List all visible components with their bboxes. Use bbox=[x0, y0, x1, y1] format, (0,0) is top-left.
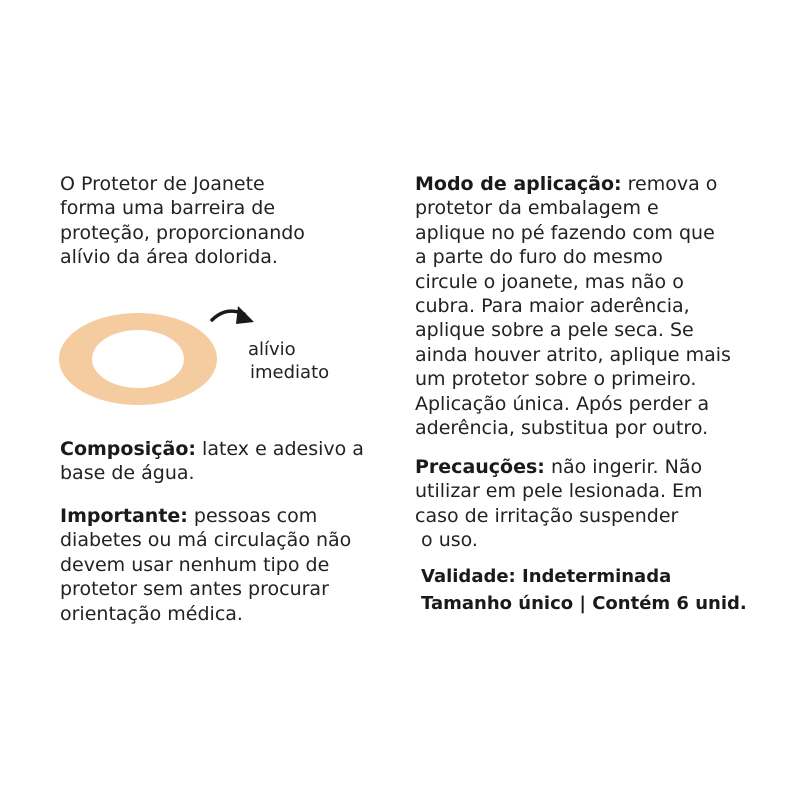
application-line: Aplicação única. Após perder a bbox=[415, 392, 710, 415]
relief-caption bbox=[248, 338, 329, 384]
application-line: ainda houver atrito, aplique mais bbox=[415, 343, 731, 366]
relief-caption-line: imediato bbox=[250, 362, 330, 383]
composition-text: latex e adesivo a bbox=[196, 438, 364, 460]
application-line: aderência, substitua por outro. bbox=[415, 417, 709, 440]
bunion-protector-image bbox=[58, 312, 218, 406]
application-line: protetor da embalagem e bbox=[415, 197, 659, 220]
intro-line: forma uma barreira de bbox=[60, 197, 276, 220]
application-label: Modo de aplicação: bbox=[415, 173, 622, 195]
intro-line: alívio da área dolorida. bbox=[60, 246, 278, 269]
important-line: devem usar nenhum tipo de bbox=[60, 553, 330, 576]
important-line: orientação médica. bbox=[60, 602, 243, 625]
application-line: circule o joanete, mas não o bbox=[415, 270, 684, 293]
validity-text: Validade: Indeterminada bbox=[421, 566, 672, 587]
relief-caption-line: alívio bbox=[248, 339, 296, 360]
precautions-line: o uso. bbox=[415, 529, 478, 552]
protector-hole bbox=[92, 330, 184, 388]
application-section bbox=[415, 172, 731, 440]
important-line: protetor sem antes procurar bbox=[60, 578, 329, 601]
size-text: Tamanho único | Contém 6 unid. bbox=[421, 593, 747, 614]
application-line: aplique no pé fazendo com que bbox=[415, 221, 715, 244]
composition-section bbox=[60, 437, 364, 486]
application-text: remova o bbox=[621, 173, 718, 195]
application-line: aplique sobre a pele seca. Se bbox=[415, 319, 694, 342]
important-line: diabetes ou má circulação não bbox=[60, 529, 352, 552]
important-section bbox=[60, 504, 351, 626]
application-line: cubra. Para maior aderência, bbox=[415, 295, 690, 318]
precautions-line: caso de irritação suspender bbox=[415, 504, 679, 527]
important-text: pessoas com bbox=[187, 505, 318, 527]
application-line: um protetor sobre o primeiro. bbox=[415, 368, 697, 391]
curved-arrow-icon bbox=[208, 300, 258, 334]
application-line: a parte do furo do mesmo bbox=[415, 246, 663, 269]
precautions-text: não ingerir. Não bbox=[544, 456, 703, 478]
composition-label: Composição: bbox=[60, 438, 197, 460]
precautions-line: utilizar em pele lesionada. Em bbox=[415, 480, 703, 503]
intro-text bbox=[60, 172, 305, 270]
intro-line: proteção, proporcionando bbox=[60, 221, 305, 244]
precautions-section bbox=[415, 455, 703, 553]
composition-line: base de água. bbox=[60, 462, 195, 485]
precautions-label: Precauções: bbox=[415, 456, 545, 478]
intro-line: O Protetor de Joanete bbox=[60, 173, 265, 195]
important-label: Importante: bbox=[60, 505, 188, 527]
